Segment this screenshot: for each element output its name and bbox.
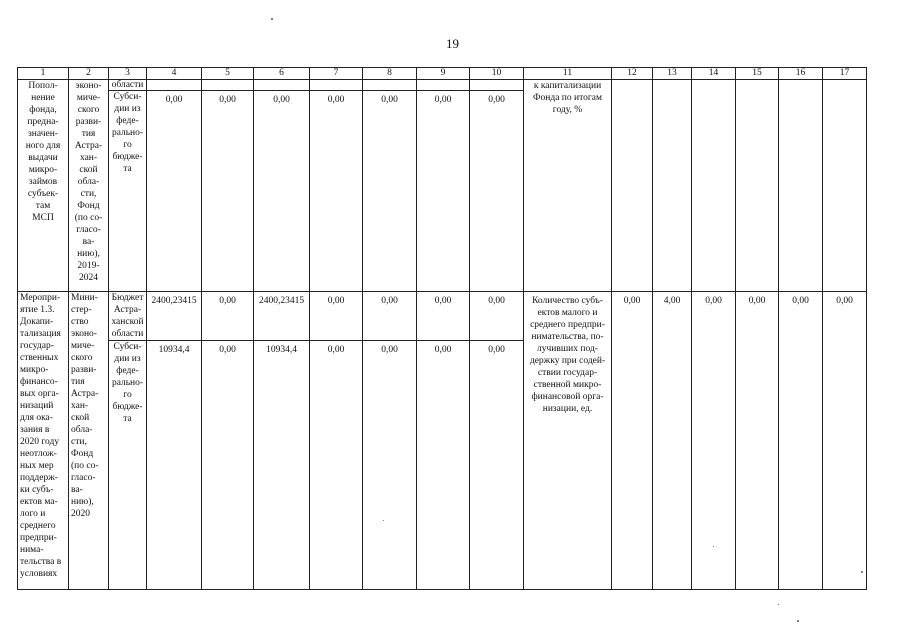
value-cell: 0,00	[310, 341, 363, 590]
executor-cell: эконо- миче- ского разви- тия Астра- хан- ской обла- сти, Фонд (по со- гласо- ва- нию), 2019- 2024	[69, 80, 109, 292]
col-num: 1	[18, 68, 69, 80]
col-num: 11	[524, 68, 612, 80]
col-num: 8	[363, 68, 417, 80]
col-num: 10	[470, 68, 524, 80]
target-cell: 0,00	[736, 292, 779, 590]
event-cell: Попол- нение фонда, предна- значен- ного для выдачи микро- займов субъек- там МСП	[18, 80, 69, 292]
value-cell: 0,00	[470, 341, 524, 590]
value-cell: 0,00	[202, 292, 254, 341]
table-row	[18, 292, 867, 341]
target-cell: 0,00	[612, 292, 653, 590]
col-num: 16	[779, 68, 823, 80]
page-number: 19	[446, 36, 459, 51]
col-num: 15	[736, 68, 779, 80]
value-cell: 0,00	[470, 91, 524, 292]
col-num: 4	[147, 68, 202, 80]
value-cell: 0,00	[147, 91, 202, 292]
value-cell: 0,00	[417, 292, 470, 341]
scan-speck	[383, 520, 384, 521]
col-num: 7	[310, 68, 363, 80]
col-num: 5	[202, 68, 254, 80]
value-cell: 0,00	[310, 91, 363, 292]
column-number-row	[18, 68, 867, 80]
value-cell: 0,00	[363, 292, 417, 341]
indicator-cell: Количество субъ- ектов малого и среднего предпри- нимательства, по- лучивших под- держку при содей- ствии государ- ственной микро- финансовой орга- низации, ед.	[524, 292, 612, 590]
source-cell: Субси- дии из феде- рально- го бюдже- та	[109, 341, 147, 590]
target-cell: 4,00	[653, 292, 692, 590]
value-cell: 0,00	[417, 341, 470, 590]
scan-speck	[713, 546, 714, 547]
col-num: 9	[417, 68, 470, 80]
source-cell: Бюджет Астра- ханской области	[109, 292, 147, 341]
event-cell: Меропри- ятие 1.3. Докапи- тализация государ- ственных микро- финансо- вых орга- низаций для ока- зания в 2020 году неотлож- ных мер поддерж- ки субъ- ектов ма- лого и среднего предпри- нима- тельства в условиях	[18, 292, 69, 590]
source-cell: области	[109, 80, 147, 91]
value-cell: 0,00	[310, 292, 363, 341]
target-cell: 0,00	[692, 292, 736, 590]
value-cell: 2400,23415	[147, 292, 202, 341]
indicator-cell: к капитализации Фонда по итогам году, %	[524, 80, 612, 292]
value-cell: 0,00	[202, 341, 254, 590]
col-num: 2	[69, 68, 109, 80]
scan-speck	[271, 18, 273, 20]
program-table	[17, 67, 867, 590]
value-cell: 10934,4	[147, 341, 202, 590]
col-num: 12	[612, 68, 653, 80]
value-cell: 0,00	[417, 91, 470, 292]
value-cell: 0,00	[202, 91, 254, 292]
value-cell: 10934,4	[254, 341, 310, 590]
scan-speck	[778, 604, 779, 605]
table-row	[18, 80, 867, 91]
col-num: 13	[653, 68, 692, 80]
target-cell: 0,00	[779, 292, 823, 590]
col-num: 6	[254, 68, 310, 80]
value-cell: 0,00	[363, 341, 417, 590]
value-cell: 0,00	[470, 292, 524, 341]
executor-cell: Мини- стер- ство эконо- миче- ского разви- тия Астра- хан- ской обла- сти, Фонд (по со- гласо- ва- нию), 2020	[69, 292, 109, 590]
col-num: 14	[692, 68, 736, 80]
value-cell: 0,00	[254, 91, 310, 292]
target-cell: 0,00	[823, 292, 867, 590]
source-cell: Субси- дии из феде- рально- го бюдже- та	[109, 91, 147, 292]
col-num: 3	[109, 68, 147, 80]
col-num: 17	[823, 68, 867, 80]
value-cell: 2400,23415	[254, 292, 310, 341]
value-cell: 0,00	[363, 91, 417, 292]
scan-speck	[861, 571, 863, 573]
scan-speck	[797, 620, 799, 622]
